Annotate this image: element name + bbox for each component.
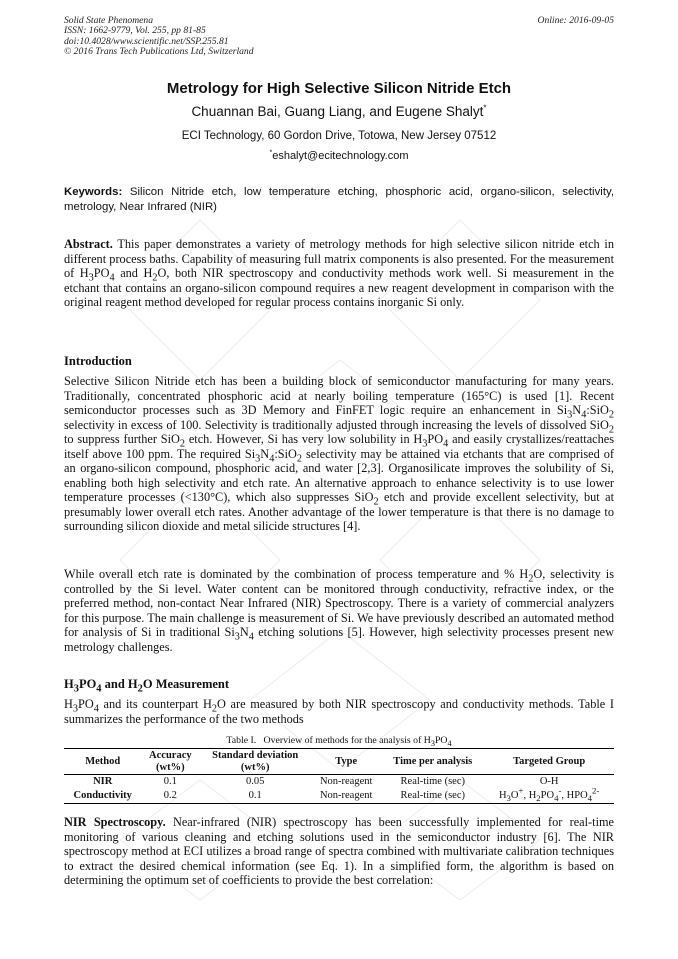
table-row-method: NIR <box>93 776 113 787</box>
table-cell: Real-time (sec) <box>400 790 465 801</box>
author-names: Chuannan Bai, Guang Liang, and Eugene Shalyt <box>191 104 484 119</box>
abstract-text: This paper demonstrates a variety of metrology methods for high selective silicon nitride etch in different process baths. Capability of measuring full matrix components is also presented. For the measurement of $H_3PO_4$ and $H_2O$, both NIR spectroscopy and conductivity methods work well. Si measurement in the etchant that contains an organo-silicon compound requires a new reagent development in comparison with the original reagent method developed for regular process contains inorganic Si only. <box>64 237 614 309</box>
online-date: Online: 2016-09-05 <box>537 15 614 26</box>
journal-copyright: © 2016 Trans Tech Publications Ltd, Switzerland <box>64 46 254 58</box>
introduction-paragraph-2: While overall etch rate is dominated by the combination of process temperature and % $H_2O$, selectivity is controlled by the Si level. Water content can be monitored through conductivity, refractive index, or the preferred method, non-contact Near Infrared (NIR) Spectroscopy. There is a variety of commercial analyzers for this purpose. The main challenge is measurement of Si. We have previously described an automated method for analysis of Si in traditional $Si_3N_4$ etching solutions [5]. However, high selectivity processes present new metrology challenges. <box>64 567 615 654</box>
table-cell: 0.1 <box>248 790 262 801</box>
journal-header <box>64 16 254 58</box>
methods-table <box>64 748 614 804</box>
table-cell: $H_3O^+$, $H_2PO_4^-$, $HPO_4^{2-}$ <box>498 785 600 804</box>
author-mark: * <box>483 103 487 113</box>
keywords <box>64 185 614 214</box>
journal-issn: ISSN: 1662-9779, Vol. 255, pp 81-85 <box>64 25 206 37</box>
nir-text: Near-infrared (NIR) spectroscopy has been successfully implemented for real-time monitoring of various cleaning and etching solutions used in the semiconductor industry [6]. The NIR spectroscopy method at ECI utilizes a broad range of spectra combined with multivariate calibration techniques to extract the desired chemical information (see Eq. 1). In a simplified form, the algorithm is based on determining the optimum set of coefficients to provide the best correlation: <box>64 815 615 887</box>
table-body <box>64 775 614 804</box>
paper-title: Metrology for High Selective Silicon Nitride Etch <box>166 80 512 97</box>
table-cell: Real-time (sec) <box>400 776 465 787</box>
paper-affiliation: ECI Technology, 60 Gordon Drive, Totowa, New Jersey 07512 <box>181 130 497 142</box>
h3po4-heading: $H_3PO_4$ and $H_2O$ Measurement <box>64 677 230 695</box>
table-header-cell: Targeted Group <box>513 755 586 767</box>
table-header-cell: Standard deviation (wt%) <box>212 750 299 773</box>
table-header-cell: Accuracy (wt%) <box>149 750 192 773</box>
nir-label: NIR Spectroscopy. <box>64 815 166 829</box>
introduction-paragraph-1: Selective Silicon Nitride etch has been a building block of semiconductor manufacturing for many years. Traditionally, concentrated phosphoric acid at nearly boiling temperature (165°C) is used [1]. Recent semiconductor processes such as 3D Memory and FinFET logic require an enhancement in $Si_3N_4:SiO_2$ selectivity in excess of 100. Selectivity is traditionally adjusted through increasing the levels of dissolved SiO$_2$ to suppress further SiO$_2$ etch. However, Si has very low solubility in $H_3PO_4$ and easily crystallizes/reattaches itself above 100 ppm. The required $Si_3N_4:SiO_2$ selectivity may be attained via etchants that are comprised of an organo-silicon compound, phosphoric acid, and water [2,3]. Organosilicate improves the solubility of Si, enabling both high selectivity and etch rate. An alternative approach to enhance selectivity is to use lower temperature processes (<130°C), which also suppresses SiO$_2$ etch and provide excellent selectivity, but at presumably lower overall etch rates. Another advantage of the lower temperature is that there is no damage to surrounding silicon dioxide and metal silicide structures [4]. <box>64 374 614 533</box>
keywords-label: Keywords: <box>64 186 123 198</box>
table-header-row <box>64 749 614 775</box>
table-header-cell: Method <box>85 755 121 767</box>
email-mark: * <box>269 149 273 157</box>
table-cell: O-H <box>539 776 559 787</box>
h3po4-paragraph: $H_3PO_4$ and its counterpart $H_2O$ are measured by both NIR spectroscopy and conductivity methods. Table I summarizes the performance of the two methods <box>64 697 615 726</box>
table-row-method: Conductivity <box>73 790 132 801</box>
keywords-text: Silicon Nitride etch, low temperature etching, phosphoric acid, organo-silicon, selectivity, metrology, Near Infrared (NIR) <box>64 186 614 213</box>
table-caption: Table I. Overview of methods for the analysis of $H_3PO_4$ <box>226 735 452 748</box>
table-cell: 0.2 <box>163 790 177 801</box>
paper-email <box>0 150 678 162</box>
paper-authors <box>0 104 678 119</box>
journal-name: Solid State Phenomena <box>64 15 153 26</box>
abstract-label: Abstract. <box>64 237 113 251</box>
abstract <box>64 237 614 310</box>
table-cell: 0.05 <box>246 776 265 787</box>
table-header-cell: Time per analysis <box>393 755 473 767</box>
journal-doi: doi:10.4028/www.scientific.net/SSP.255.81 <box>64 35 229 47</box>
nir-paragraph <box>64 815 614 888</box>
table-cell: 0.1 <box>163 776 177 787</box>
table-row <box>64 789 614 804</box>
email-address: eshalyt@ecitechnology.com <box>272 150 409 162</box>
introduction-heading: Introduction <box>64 354 132 368</box>
table-row <box>64 775 614 790</box>
table-cell: Non-reagent <box>319 790 373 801</box>
table-header-cell: Type <box>335 755 358 767</box>
table-cell: Non-reagent <box>319 776 373 787</box>
